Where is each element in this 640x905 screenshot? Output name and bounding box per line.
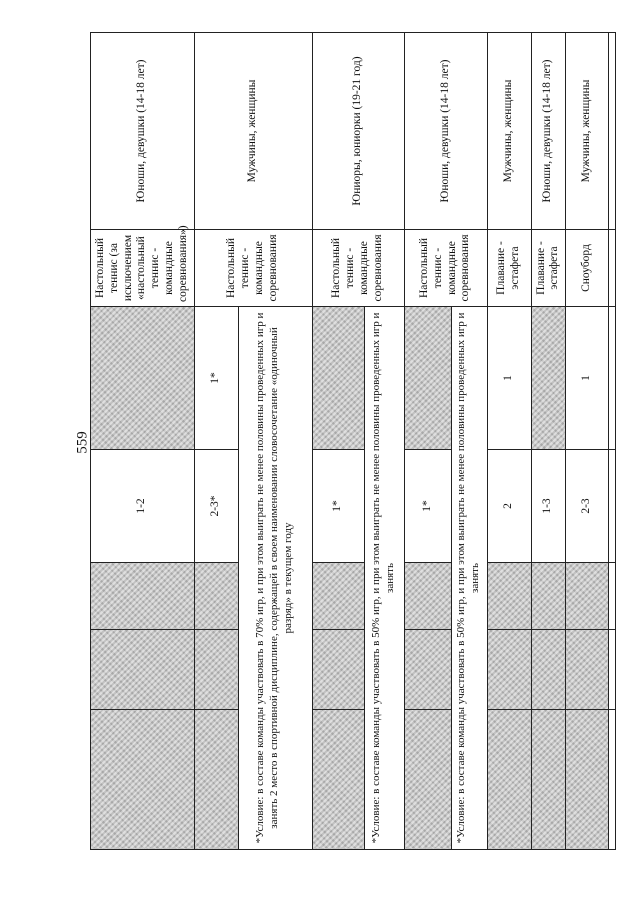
empty-cell xyxy=(531,630,566,710)
empty-cell xyxy=(566,563,609,630)
table-row xyxy=(91,33,195,850)
empty-cell xyxy=(404,630,451,710)
table-row xyxy=(609,33,616,850)
page-number: 559 xyxy=(74,431,91,454)
empty-cell xyxy=(609,307,616,450)
discipline-cell: Настольный теннис - командные соревнования xyxy=(312,230,404,307)
discipline-cell: Плавание - эстафета xyxy=(531,230,566,307)
empty-cell xyxy=(91,563,195,630)
sports-ranks-table xyxy=(90,32,616,850)
table-row xyxy=(312,33,364,850)
group-cell: Юноши, девушки (14-18 лет) xyxy=(531,33,566,230)
place-cell: 1-3 xyxy=(531,450,566,563)
empty-cell xyxy=(531,710,566,850)
discipline-cell: Настольный теннис - командные соревнования xyxy=(194,230,312,307)
empty-cell xyxy=(609,450,616,563)
empty-cell xyxy=(531,563,566,630)
empty-cell xyxy=(609,230,616,307)
place-cell: 2-3* xyxy=(194,450,238,563)
place-cell: 1* xyxy=(194,307,238,450)
rotated-table-wrapper xyxy=(90,33,593,850)
empty-cell xyxy=(91,630,195,710)
empty-cell xyxy=(487,563,531,630)
place-cell xyxy=(404,307,451,450)
empty-cell xyxy=(404,710,451,850)
group-cell: Мужчины, женщины xyxy=(194,33,312,230)
empty-cell xyxy=(609,33,616,230)
empty-cell xyxy=(609,630,616,710)
group-cell: Юниоры, юниорки (19-21 год) xyxy=(312,33,404,230)
empty-cell xyxy=(312,710,364,850)
empty-cell xyxy=(609,710,616,850)
condition-note: *Условие: в составе команды участвовать в 50% игр, и при этом выиграть не менее половины проведенных игр и занять xyxy=(364,307,404,850)
empty-cell xyxy=(194,710,238,850)
empty-cell xyxy=(194,563,238,630)
empty-cell xyxy=(566,630,609,710)
empty-cell xyxy=(609,563,616,630)
table-row xyxy=(194,33,238,850)
place-cell: 1* xyxy=(312,450,364,563)
place-cell xyxy=(312,307,364,450)
place-cell: 2 xyxy=(487,450,531,563)
discipline-cell: Настольный теннис - командные соревнования xyxy=(404,230,487,307)
empty-cell xyxy=(312,630,364,710)
empty-cell xyxy=(194,630,238,710)
group-cell: Мужчины, женщины xyxy=(566,33,609,230)
table-row xyxy=(566,33,609,850)
group-cell: Юноши, девушки (14-18 лет) xyxy=(404,33,487,230)
place-cell: 1-2 xyxy=(91,450,195,563)
condition-note: *Условие: в составе команды участвовать в 70% игр, и при этом выиграть не менее половины проведенных игр и занять 2 место в спортивной дисциплине, содержащей в своем наименовании словосочетание «одиночный разряд» в текущем году xyxy=(238,307,312,850)
place-cell: 1* xyxy=(404,450,451,563)
place-cell xyxy=(91,307,195,450)
empty-cell xyxy=(487,710,531,850)
table-row xyxy=(487,33,531,850)
condition-note: *Условие: в составе команды участвовать в 50% игр, и при этом выиграть не менее половины проведенных игр и занять xyxy=(451,307,487,850)
place-cell: 1 xyxy=(487,307,531,450)
place-cell: 2-3 xyxy=(566,450,609,563)
empty-cell xyxy=(312,563,364,630)
empty-cell xyxy=(566,710,609,850)
discipline-cell: Сноуборд xyxy=(566,230,609,307)
group-cell: Юноши, девушки (14-18 лет) xyxy=(91,33,195,230)
table-row xyxy=(404,33,451,850)
empty-cell xyxy=(91,710,195,850)
table-row xyxy=(531,33,566,850)
group-cell: Мужчины, женщины xyxy=(487,33,531,230)
discipline-cell: Настольный теннис (за исключением «настольный теннис - командные соревнования») xyxy=(91,230,195,307)
empty-cell xyxy=(404,563,451,630)
discipline-cell: Плавание - эстафета xyxy=(487,230,531,307)
place-cell xyxy=(531,307,566,450)
empty-cell xyxy=(487,630,531,710)
place-cell: 1 xyxy=(566,307,609,450)
